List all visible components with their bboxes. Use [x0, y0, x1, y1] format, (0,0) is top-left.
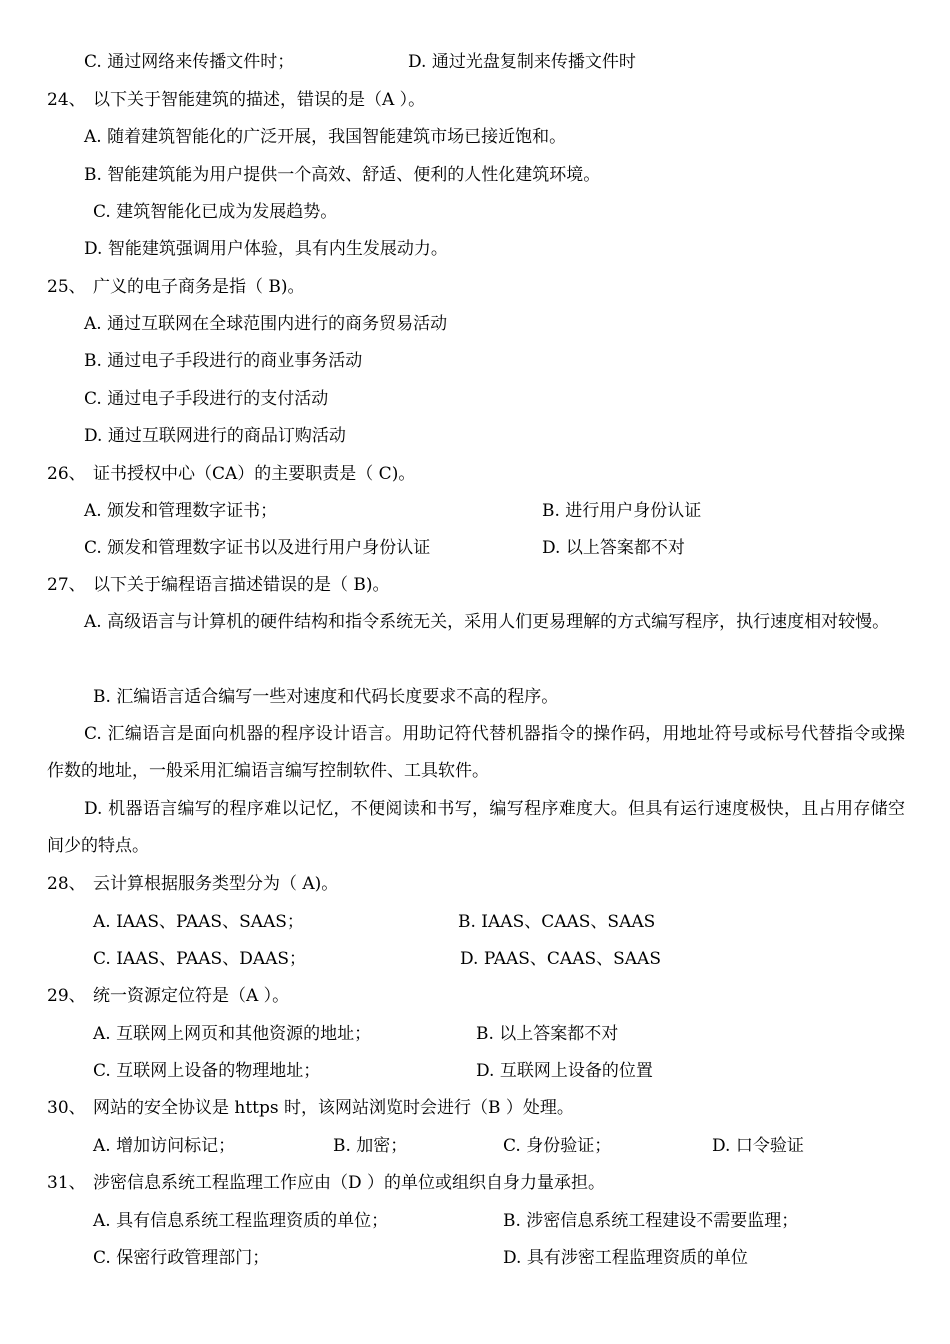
q24-option-c: C. 建筑智能化已成为发展趋势。 [93, 202, 338, 222]
q25-stem: 广义的电子商务是指（ B)。 [93, 277, 305, 297]
q26-option-d: D. 以上答案都不对 [542, 538, 685, 558]
q27-option-c: C. 汇编语言是面向机器的程序设计语言。用助记符代替机器指令的操作码，用地址符号或标号代替指令或操作数的地址，一般采用汇编语言编写控制软件、工具软件。 [47, 724, 905, 781]
q24-option-b: B. 智能建筑能为用户提供一个高效、舒适、便利的人性化建筑环境。 [84, 165, 601, 185]
q24-stem: 以下关于智能建筑的描述，错误的是（A ）。 [93, 90, 426, 110]
q31-option-d: D. 具有涉密工程监理资质的单位 [503, 1248, 748, 1268]
q26-number: 26、 [47, 464, 86, 484]
q27-option-a: A. 高级语言与计算机的硬件结构和指令系统无关，采用人们更易理解的方式编写程序，执行速度相对较慢。 [84, 612, 890, 632]
q30-option-c: C. 身份验证； [503, 1136, 612, 1156]
q23-option-c: C. 通过网络来传播文件时； [84, 52, 295, 72]
q25-option-c: C. 通过电子手段进行的支付活动 [84, 389, 329, 409]
q26-option-b: B. 进行用户身份认证 [542, 501, 702, 521]
q26-option-a: A. 颁发和管理数字证书； [84, 501, 278, 521]
q24-option-a: A. 随着建筑智能化的广泛开展，我国智能建筑市场已接近饱和。 [84, 127, 567, 147]
q31-number: 31、 [47, 1173, 86, 1193]
q27-number: 27、 [47, 575, 86, 595]
q24-number: 24、 [47, 90, 86, 110]
q30-number: 30、 [47, 1098, 86, 1118]
q28-option-a: A. IAAS、PAAS、SAAS； [93, 912, 304, 932]
q31-option-c: C. 保密行政管理部门； [93, 1248, 270, 1268]
q26-option-c: C. 颁发和管理数字证书以及进行用户身份认证 [84, 538, 431, 558]
q24-option-d: D. 智能建筑强调用户体验，具有内生发展动力。 [84, 239, 448, 259]
q29-option-c: C. 互联网上设备的物理地址； [93, 1061, 321, 1081]
q30-stem: 网站的安全协议是 https 时，该网站浏览时会进行（B ）处理。 [93, 1098, 574, 1118]
q23-option-d: D. 通过光盘复制来传播文件时 [408, 52, 636, 72]
q30-option-b: B. 加密； [333, 1136, 408, 1156]
q29-option-d: D. 互联网上设备的位置 [476, 1061, 653, 1081]
q28-stem: 云计算根据服务类型分为（ A)。 [93, 874, 339, 894]
q31-option-a: A. 具有信息系统工程监理资质的单位； [93, 1211, 389, 1231]
q27-stem: 以下关于编程语言描述错误的是（ B)。 [93, 575, 390, 595]
q27-option-b: B. 汇编语言适合编写一些对速度和代码长度要求不高的程序。 [93, 687, 559, 707]
q26-stem: 证书授权中心（CA）的主要职责是（ C)。 [93, 464, 416, 484]
q25-option-a: A. 通过互联网在全球范围内进行的商务贸易活动 [84, 314, 448, 334]
q29-number: 29、 [47, 986, 86, 1006]
q30-option-a: A. 增加访问标记； [93, 1136, 236, 1156]
q28-option-b: B. IAAS、CAAS、SAAS [458, 912, 656, 932]
q28-option-c: C. IAAS、PAAS、DAAS； [93, 949, 307, 969]
q25-option-d: D. 通过互联网进行的商品订购活动 [84, 426, 346, 446]
q28-option-d: D. PAAS、CAAS、SAAS [460, 949, 661, 969]
q29-option-a: A. 互联网上网页和其他资源的地址； [93, 1024, 372, 1044]
q25-number: 25、 [47, 277, 86, 297]
q29-stem: 统一资源定位符是（A ）。 [93, 986, 290, 1006]
q30-option-d: D. 口令验证 [712, 1136, 804, 1156]
q31-stem: 涉密信息系统工程监理工作应由（D ）的单位或组织自身力量承担。 [93, 1173, 606, 1193]
q25-option-b: B. 通过电子手段进行的商业事务活动 [84, 351, 363, 371]
q28-number: 28、 [47, 874, 86, 894]
q29-option-b: B. 以上答案都不对 [476, 1024, 619, 1044]
q27-option-d: D. 机器语言编写的程序难以记忆，不便阅读和书写，编写程序难度大。但具有运行速度极快，且占用存储空间少的特点。 [47, 799, 905, 856]
q31-option-b: B. 涉密信息系统工程建设不需要监理； [503, 1211, 799, 1231]
